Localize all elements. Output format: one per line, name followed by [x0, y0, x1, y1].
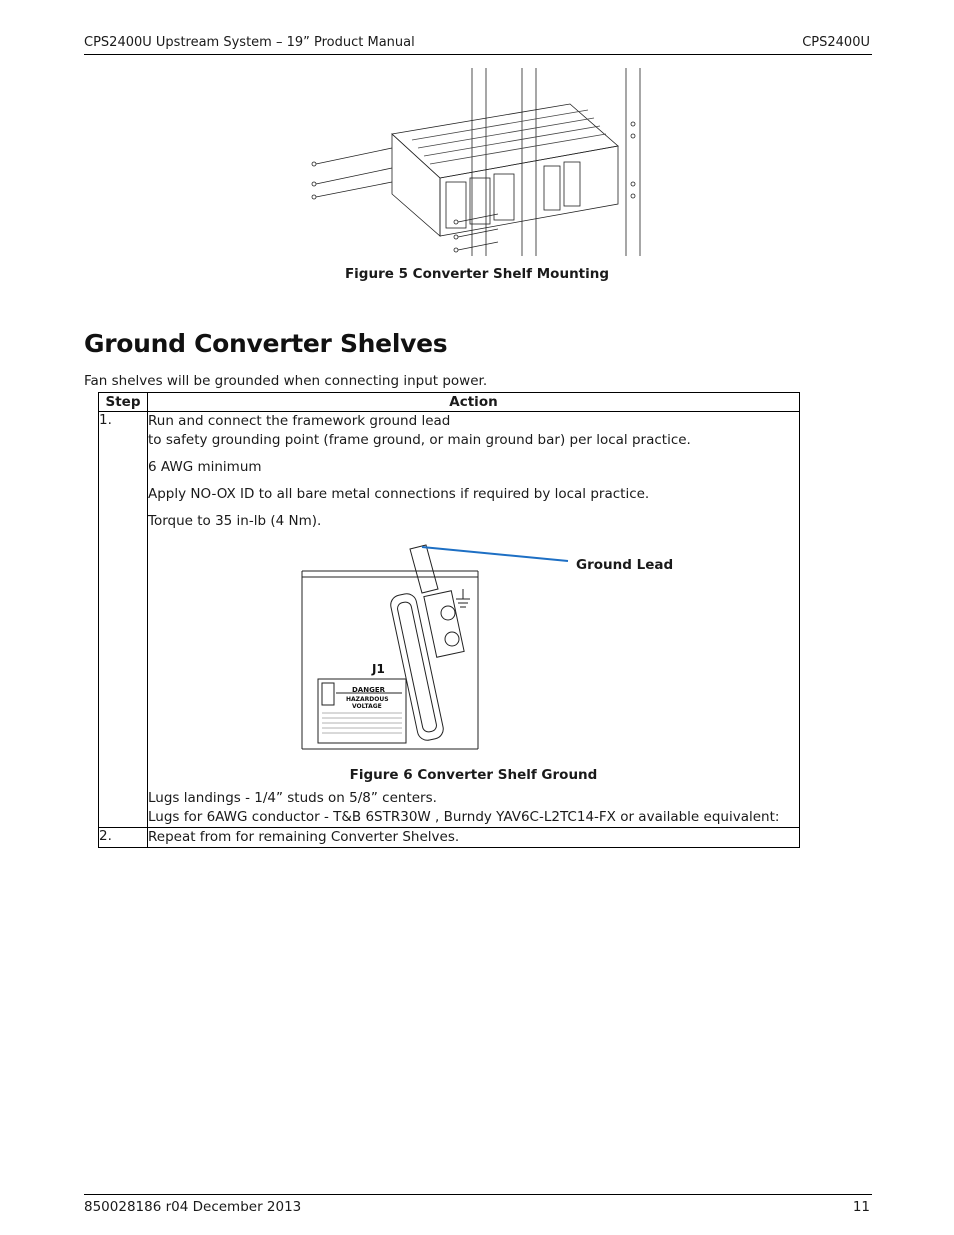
figure-5-caption: Figure 5 Converter Shelf Mounting: [344, 266, 610, 282]
header-rule: [84, 54, 872, 55]
section-intro: Fan shelves will be grounded when connecting input power.: [84, 373, 488, 389]
section-heading: Ground Converter Shelves: [84, 329, 448, 358]
converter-shelf-ground-figure: [148, 531, 799, 789]
action-line: Lugs landings - 1/4” studs on 5/8” centers.: [148, 790, 437, 806]
column-header-action: Action: [148, 393, 800, 412]
warning-subtitle: HAZARDOUS: [346, 696, 389, 703]
ground-lead-pointer: [422, 547, 568, 561]
converter-shelf-mounting-figure: [300, 64, 660, 259]
warning-subtitle: VOLTAGE: [352, 703, 382, 710]
footer-doc-info: 850028186 r04 December 2013: [84, 1199, 302, 1215]
figure-6-caption: Figure 6 Converter Shelf Ground: [349, 767, 598, 783]
step-action: [148, 828, 800, 848]
ground-lead-label: Ground Lead: [576, 557, 674, 573]
footer-rule: [84, 1194, 872, 1195]
connector-label: J1: [372, 662, 385, 676]
step-number: 1.: [99, 412, 148, 828]
action-line: Repeat from for remaining Converter Shelves.: [148, 829, 460, 845]
step-action: [148, 412, 800, 828]
action-line: 6 AWG minimum: [148, 459, 262, 475]
action-line: Run and connect the framework ground lead: [148, 413, 451, 429]
table-row: [99, 412, 800, 828]
ground-lug-drawing: [298, 541, 678, 756]
step-number: 2.: [99, 828, 148, 848]
action-line: to safety grounding point (frame ground, or main ground bar) per local practice.: [148, 432, 691, 448]
table-row: [99, 828, 800, 848]
steps-table: [98, 392, 800, 848]
header-title: CPS2400U Upstream System – 19” Product Manual: [84, 35, 415, 50]
action-line: Lugs for 6AWG conductor - T&B 6STR30W , Burndy YAV6C-L2TC14-FX or available equivalent:: [148, 809, 780, 825]
table-header-row: [99, 393, 800, 412]
page-number: 11: [852, 1199, 870, 1215]
header-product: CPS2400U: [802, 35, 870, 50]
action-line: Apply NO-OX ID to all bare metal connections if required by local practice.: [148, 486, 650, 502]
column-header-step: Step: [99, 393, 148, 412]
warning-title: DANGER: [352, 686, 386, 694]
action-line: Torque to 35 in-lb (4 Nm).: [148, 513, 322, 529]
